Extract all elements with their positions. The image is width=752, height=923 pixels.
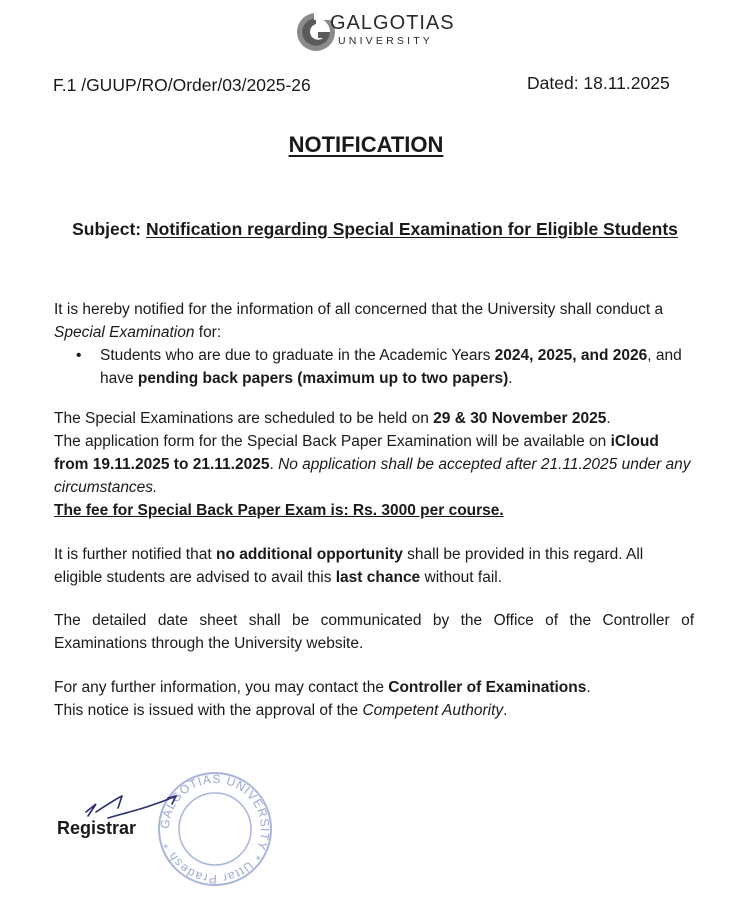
schedule-line-1 <box>54 407 694 430</box>
further-bold2: last chance <box>335 569 421 586</box>
bullet-years: 2024, 2025, and 2026 <box>494 347 648 364</box>
intro-after: for: <box>194 324 222 341</box>
further-part2: shall be provided in this regard. All eligible students are advised to avail this <box>54 546 644 586</box>
deadline-warning: No application shall be accepted after 21.11.2025 under any circumstances. <box>54 456 691 496</box>
fee-line: The fee for Special Back Paper Exam is: Rs. 3000 per course. <box>54 502 504 519</box>
further-bold1: no additional opportunity <box>215 546 403 563</box>
datesheet-paragraph: The detailed date sheet shall be communicated by the Office of the Controller of Examinations through the University website. <box>54 612 694 652</box>
schedule-text-1-end: . <box>606 410 611 427</box>
intro-paragraph <box>54 298 694 344</box>
contact-line-1 <box>54 676 694 699</box>
competent-authority: Competent Authority <box>362 702 504 719</box>
reference-number: F.1 /GUUP/RO/Order/03/2025-26 <box>53 75 311 95</box>
subject-label: Subject: <box>72 219 142 239</box>
bullet-part3: . <box>508 370 513 387</box>
contact-office: Controller of Examinations <box>388 679 587 696</box>
bullet-pending: pending back papers (maximum up to two papers) <box>137 370 509 387</box>
window-end: . <box>269 456 279 473</box>
exam-dates: 29 & 30 November 2025 <box>433 410 607 427</box>
further-paragraph <box>54 543 694 589</box>
schedule-text-2: The application form for the Special Back Paper Examination will be available on <box>54 433 611 450</box>
approval-end: . <box>503 702 508 719</box>
bullet-icon: • <box>76 347 82 364</box>
schedule-line-2 <box>54 430 694 499</box>
date-line: Dated: 18.11.2025 <box>527 73 670 93</box>
bullet-part1: Students who are due to graduate in the Academic Years <box>100 347 495 364</box>
intro-text: It is hereby notified for the information of all concerned that the University shall conduct a <box>54 301 664 318</box>
subject-line <box>70 218 680 241</box>
application-window: from 19.11.2025 to 21.11.2025 <box>54 456 270 473</box>
platform-name: iCloud <box>610 433 659 450</box>
schedule-paragraph <box>54 407 694 522</box>
further-part1: It is further notified that <box>54 546 216 563</box>
logo-name: GALGOTIAS <box>330 12 455 34</box>
contact-line-2 <box>54 699 694 722</box>
intro-emphasis: Special Examination <box>54 324 195 341</box>
further-part3: without fail. <box>420 569 503 586</box>
bullet-text <box>100 344 700 390</box>
contact-part1: For any further information, you may contact the <box>54 679 389 696</box>
approval-text: This notice is issued with the approval of the <box>54 702 363 719</box>
bullet-part2: , and have <box>100 347 682 387</box>
registrar-label: Registrar <box>57 818 137 838</box>
logo-subtitle: UNIVERSITY <box>338 35 434 47</box>
page-title <box>0 132 732 158</box>
schedule-text-1: The Special Examinations are scheduled to be held on <box>54 410 434 427</box>
title-text: NOTIFICATION <box>288 132 444 157</box>
subject-text: Notification regarding Special Examination for Eligible Students <box>146 219 678 239</box>
svg-text:GALGOTIAS UNIVERSITY * Uttar P: GALGOTIAS UNIVERSITY * Uttar Pradesh * <box>157 771 273 887</box>
contact-paragraph <box>54 676 694 722</box>
contact-part2: . <box>586 679 591 696</box>
